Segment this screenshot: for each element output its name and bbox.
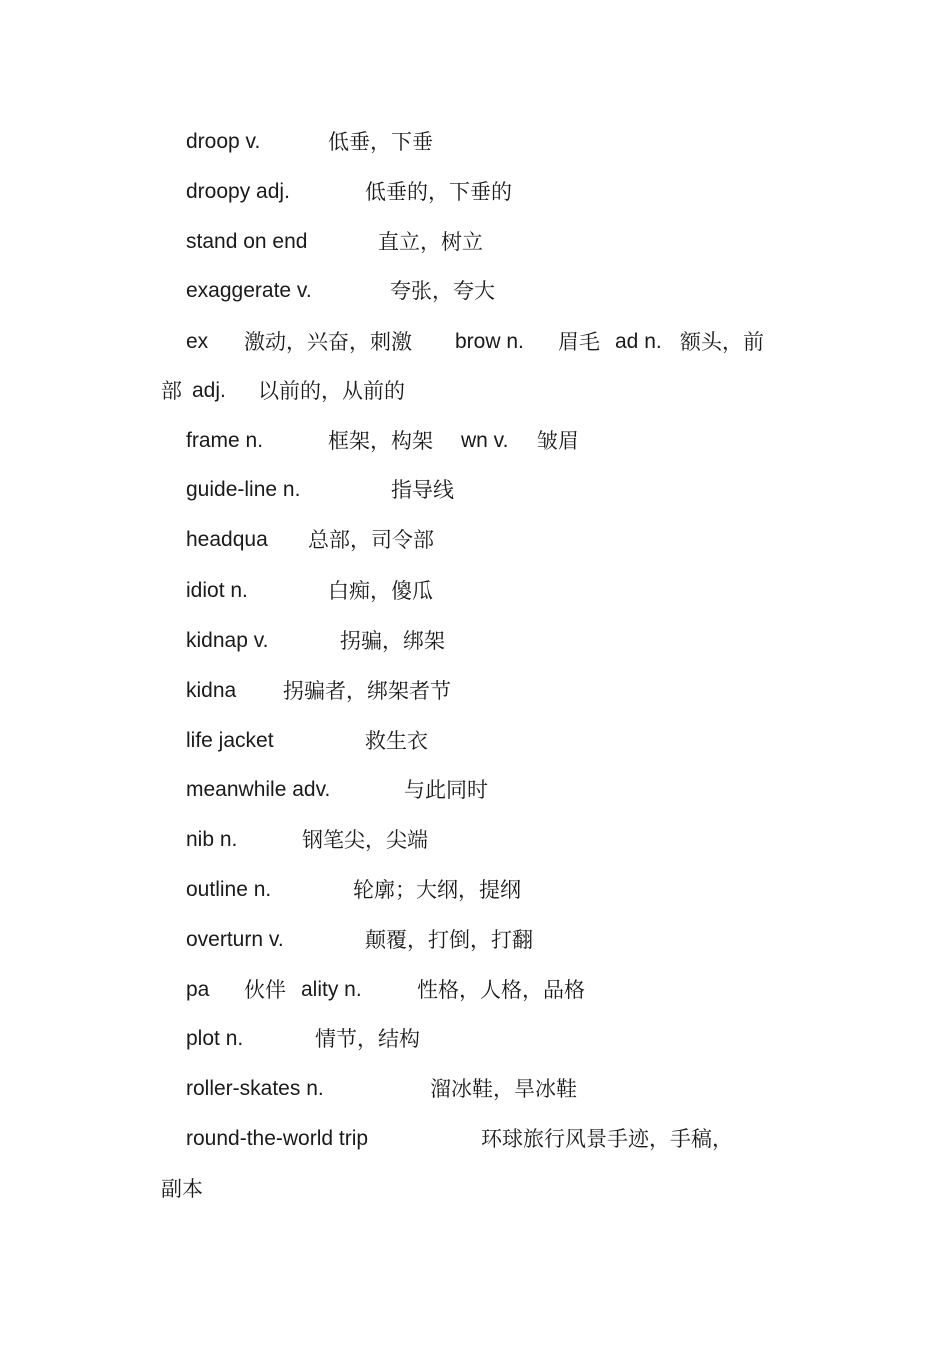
entry-meaning: 颠覆，打倒，打翻	[365, 928, 533, 952]
entry-word: outline n.	[186, 878, 272, 901]
entry-meaning: 框架，构架	[328, 429, 433, 453]
entry-word: ad n.	[615, 330, 662, 353]
entry-meaning: 性格，人格，品格	[417, 978, 585, 1002]
entry-meaning: 白痴，傻瓜	[328, 579, 433, 603]
entry-word: exaggerate v.	[186, 279, 312, 302]
entry-word: overturn v.	[186, 928, 284, 951]
entry-word: idiot n.	[186, 579, 248, 602]
entry-meaning: 溜冰鞋，旱冰鞋	[430, 1077, 577, 1101]
entry-meaning: 眉毛	[558, 330, 600, 354]
entry-word: round-the-world trip	[186, 1127, 369, 1150]
entry-word: droopy adj.	[186, 180, 290, 203]
entry-meaning: 直立，树立	[378, 230, 483, 254]
entry-meaning: 救生衣	[365, 729, 428, 753]
entry-meaning: 部	[161, 379, 182, 403]
entry-word: roller-skates n.	[186, 1077, 324, 1100]
entry-word: ality n.	[301, 978, 362, 1001]
entry-word: wn v.	[461, 429, 509, 452]
entry-meaning: 钢笔尖，尖端	[302, 828, 428, 852]
entry-meaning: 总部，司令部	[308, 528, 434, 552]
entry-word: pa	[186, 978, 210, 1001]
entry-word: droop v.	[186, 130, 261, 153]
entry-meaning: 情节，结构	[315, 1027, 420, 1051]
entry-word: ex	[186, 330, 209, 353]
entry-word: life jacket	[186, 729, 274, 752]
entry-meaning: 轮廓；大纲，提纲	[353, 878, 521, 902]
entry-meaning: 拐骗者，绑架者节	[283, 679, 451, 703]
entry-meaning: 夸张，夸大	[390, 279, 495, 303]
entry-meaning: 副本	[161, 1177, 203, 1201]
entry-word: kidna	[186, 679, 237, 702]
entry-word: brow n.	[455, 330, 524, 353]
entry-meaning: 激动，兴奋，刺激	[244, 330, 412, 354]
entry-word: plot n.	[186, 1027, 244, 1050]
entry-meaning: 伙伴	[244, 978, 286, 1002]
entry-meaning: 皱眉	[537, 429, 579, 453]
entry-word: stand on end	[186, 230, 308, 253]
entry-meaning: 低垂的，下垂的	[365, 180, 512, 204]
entry-word: guide-line n.	[186, 478, 301, 501]
entry-word: meanwhile adv.	[186, 778, 331, 801]
entry-meaning: 额头，前	[680, 330, 764, 354]
entry-meaning: 拐骗，绑架	[340, 629, 445, 653]
entry-word: nib n.	[186, 828, 238, 851]
entry-meaning: 与此同时	[404, 778, 488, 802]
entry-meaning: 以前的，从前的	[258, 379, 405, 403]
entry-word: adj.	[192, 379, 226, 402]
entry-word: frame n.	[186, 429, 264, 452]
entry-meaning: 低垂，下垂	[328, 130, 433, 154]
entry-word: headqua	[186, 528, 268, 551]
entry-word: kidnap v.	[186, 629, 269, 652]
entry-meaning: 环球旅行风景手迹，手稿，	[481, 1127, 733, 1151]
entry-meaning: 指导线	[391, 478, 454, 502]
